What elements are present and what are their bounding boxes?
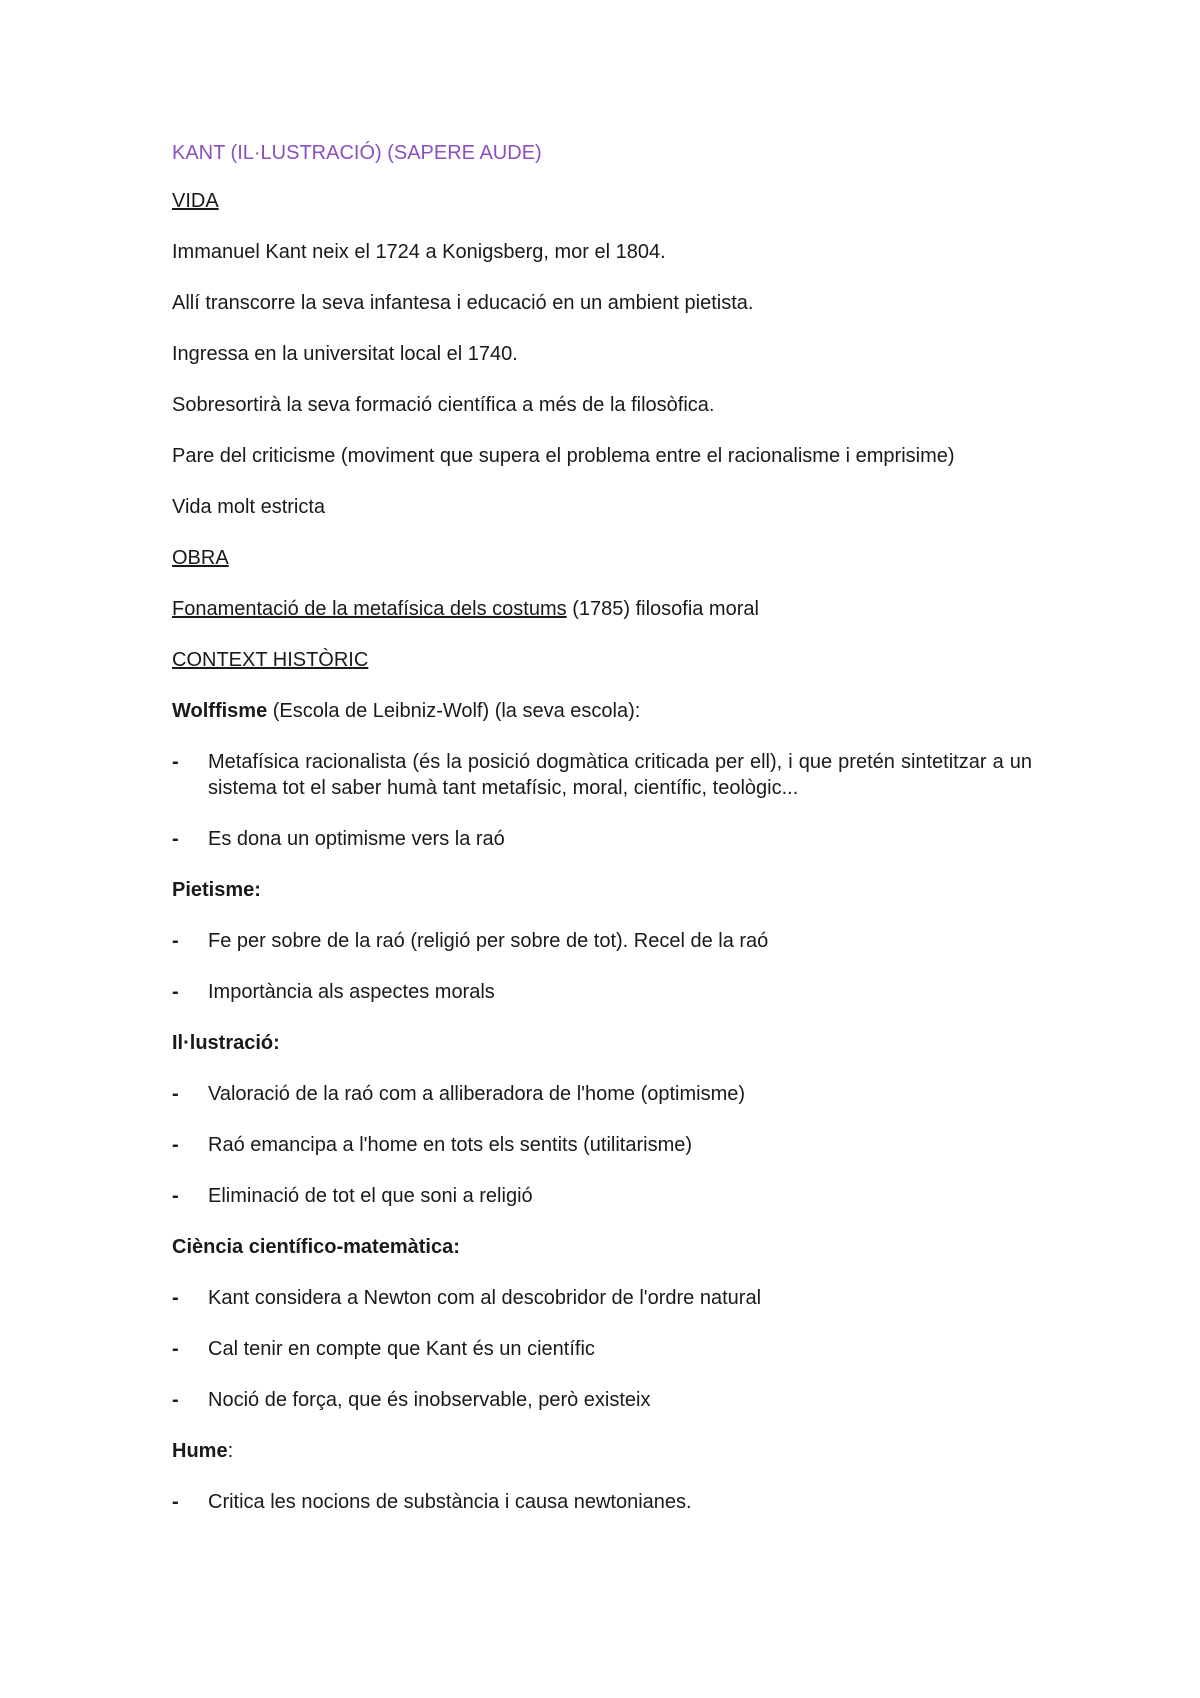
pietisme-list [172, 928, 1032, 1005]
work-title: Fonamentació de la metafísica dels costums [172, 598, 567, 620]
list-item-text: Kant considera a Newton com al descobridor de l'ordre natural [208, 1287, 762, 1309]
list-item-text: Es dona un optimisme vers la raó [208, 828, 505, 850]
list-item-text: Valoració de la raó com a alliberadora de l'home (optimisme) [208, 1083, 746, 1105]
list-item [172, 1489, 1032, 1515]
vida-paragraph: Immanuel Kant neix el 1724 a Konigsberg, mor el 1804. [172, 241, 666, 263]
list-item [172, 1081, 1032, 1107]
wolffisme-heading [172, 698, 1032, 724]
dash-bullet: - [172, 1185, 179, 1207]
dash-bullet: - [172, 1287, 179, 1309]
list-item-text: Cal tenir en compte que Kant és un científic [208, 1338, 595, 1360]
dash-bullet: - [172, 751, 179, 773]
dash-bullet: - [172, 828, 179, 850]
list-item [172, 928, 1032, 954]
dash-bullet: - [172, 930, 179, 952]
document-title: KANT (IL·LUSTRACIÓ) (SAPERE AUDE) [172, 142, 542, 164]
dash-bullet: - [172, 1083, 179, 1105]
list-item-text: Fe per sobre de la raó (religió per sobre de tot). Recel de la raó [208, 930, 769, 952]
section-heading-obra: OBRA [172, 547, 229, 569]
hume-list [172, 1489, 1032, 1515]
list-item-text: Eliminació de tot el que soni a religió [208, 1185, 533, 1207]
wolffisme-list [172, 749, 1032, 852]
list-item [172, 1336, 1032, 1362]
ciencia-list [172, 1285, 1032, 1413]
list-item-text: Raó emancipa a l'home en tots els sentits (utilitarisme) [208, 1134, 693, 1156]
hume-heading [172, 1438, 1032, 1464]
vida-paragraph: Allí transcorre la seva infantesa i educació en un ambient pietista. [172, 292, 754, 314]
list-item [172, 749, 1032, 801]
list-item [172, 1387, 1032, 1413]
wolffisme-label: Wolffisme [172, 700, 268, 722]
section-heading-context: CONTEXT HISTÒRIC [172, 649, 369, 671]
illustracio-heading: Il·lustració: [172, 1032, 280, 1054]
vida-paragraph: Pare del criticisme (moviment que supera el problema entre el racionalisme i emprisime) [172, 445, 955, 467]
dash-bullet: - [172, 981, 179, 1003]
list-item [172, 979, 1032, 1005]
list-item-text: Metafísica racionalista (és la posició dogmàtica criticada per ell), i que pretén sintetitzar a un sistema tot el saber humà tant metafísic, moral, científic, teològic... [208, 751, 1032, 799]
list-item [172, 1285, 1032, 1311]
hume-suffix: : [227, 1440, 234, 1462]
list-item-text: Importància als aspectes morals [208, 981, 495, 1003]
vida-paragraph: Sobresortirà la seva formació científica a més de la filosòfica. [172, 394, 715, 416]
hume-label: Hume [172, 1440, 228, 1462]
vida-paragraph: Vida molt estricta [172, 496, 326, 518]
list-item [172, 826, 1032, 852]
vida-paragraph: Ingressa en la universitat local el 1740. [172, 343, 518, 365]
list-item-text: Critica les nocions de substància i causa newtonianes. [208, 1491, 692, 1513]
dash-bullet: - [172, 1389, 179, 1411]
list-item [172, 1183, 1032, 1209]
dash-bullet: - [172, 1491, 179, 1513]
dash-bullet: - [172, 1134, 179, 1156]
document-page [172, 140, 1032, 1540]
obra-work-line [172, 596, 1032, 622]
ciencia-heading: Ciència científico-matemàtica: [172, 1236, 460, 1258]
dash-bullet: - [172, 1338, 179, 1360]
list-item [172, 1132, 1032, 1158]
list-item-text: Noció de força, que és inobservable, però existeix [208, 1389, 651, 1411]
work-details: (1785) filosofia moral [566, 598, 759, 620]
section-heading-vida: VIDA [172, 190, 219, 212]
pietisme-heading: Pietisme: [172, 879, 261, 901]
wolffisme-rest: (Escola de Leibniz-Wolf) (la seva escola): [267, 700, 641, 722]
illustracio-list [172, 1081, 1032, 1209]
